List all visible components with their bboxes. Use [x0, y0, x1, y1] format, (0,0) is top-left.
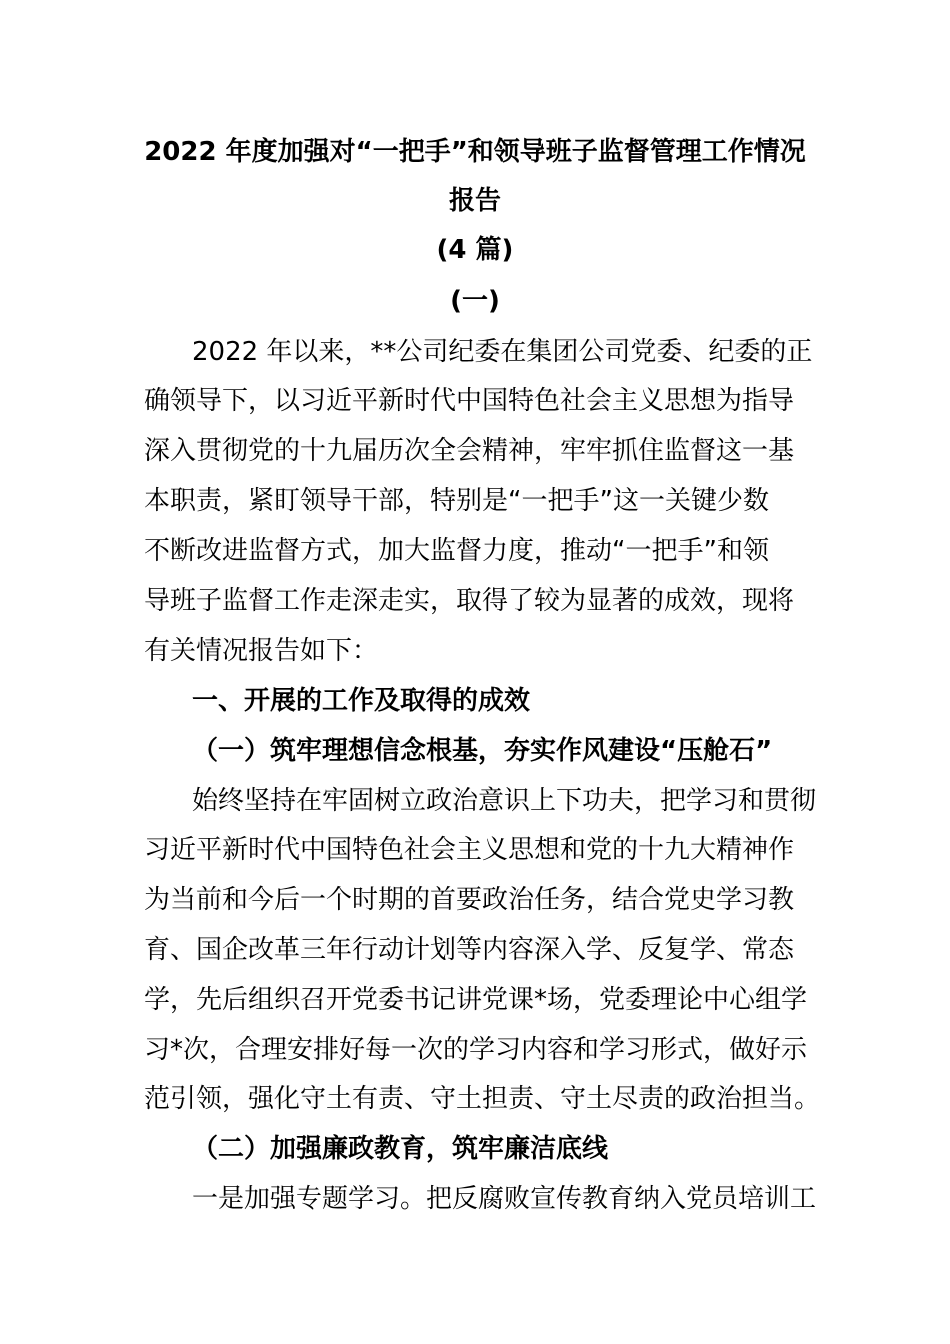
paragraph-line: 一是加强专题学习。把反腐败宣传教育纳入党员培训工 — [192, 1184, 817, 1214]
paragraph-line: 范引领，强化守土有责、守土担责、守土尽责的政治担当。 — [144, 1084, 821, 1114]
paragraph-line: 深入贯彻党的十九届历次全会精神，牢牢抓住监督这一基 — [144, 436, 795, 466]
paragraph-line: 有关情况报告如下： — [144, 636, 379, 666]
paragraph-line: 学，先后组织召开党委书记讲党课*场，党委理论中心组学 — [144, 985, 808, 1015]
paragraph-line: 本职责，紧盯领导干部，特别是“一把手”这一关键少数 — [144, 486, 769, 516]
document-title-line-1: 2022 年度加强对“一把手”和领导班子监督管理工作情况 — [144, 137, 806, 167]
paragraph-line: 不断改进监督方式，加大监督力度，推动“一把手”和领 — [144, 536, 769, 566]
paragraph-line: 习近平新时代中国特色社会主义思想和党的十九大精神作 — [144, 835, 795, 865]
paragraph-line: 确领导下，以习近平新时代中国特色社会主义思想为指导 — [144, 386, 795, 416]
paragraph-line: 2022 年以来，**公司纪委在集团公司党委、纪委的正 — [192, 337, 813, 367]
subsection-heading-2: （二）加强廉政教育，筑牢廉洁底线 — [192, 1134, 609, 1164]
section-heading-1: 一、开展的工作及取得的成效 — [192, 686, 531, 716]
subsection-heading-1: （一）筑牢理想信念根基，夯实作风建设“压舱石” — [192, 736, 773, 766]
paragraph-line: 育、国企改革三年行动计划等内容深入学、反复学、常态 — [144, 935, 795, 965]
paragraph-line: 习*次，合理安排好每一次的学习内容和学习形式，做好示 — [144, 1035, 808, 1065]
part-label: (一) — [450, 286, 500, 316]
paragraph-line: 导班子监督工作走深走实，取得了较为显著的成效，现将 — [144, 586, 795, 616]
document-title-line-2: 报告 — [448, 186, 501, 216]
paragraph-line: 为当前和今后一个时期的首要政治任务，结合党史学习教 — [144, 885, 795, 915]
document-count: (4 篇) — [436, 235, 514, 265]
paragraph-line: 始终坚持在牢固树立政治意识上下功夫，把学习和贯彻 — [192, 786, 817, 816]
